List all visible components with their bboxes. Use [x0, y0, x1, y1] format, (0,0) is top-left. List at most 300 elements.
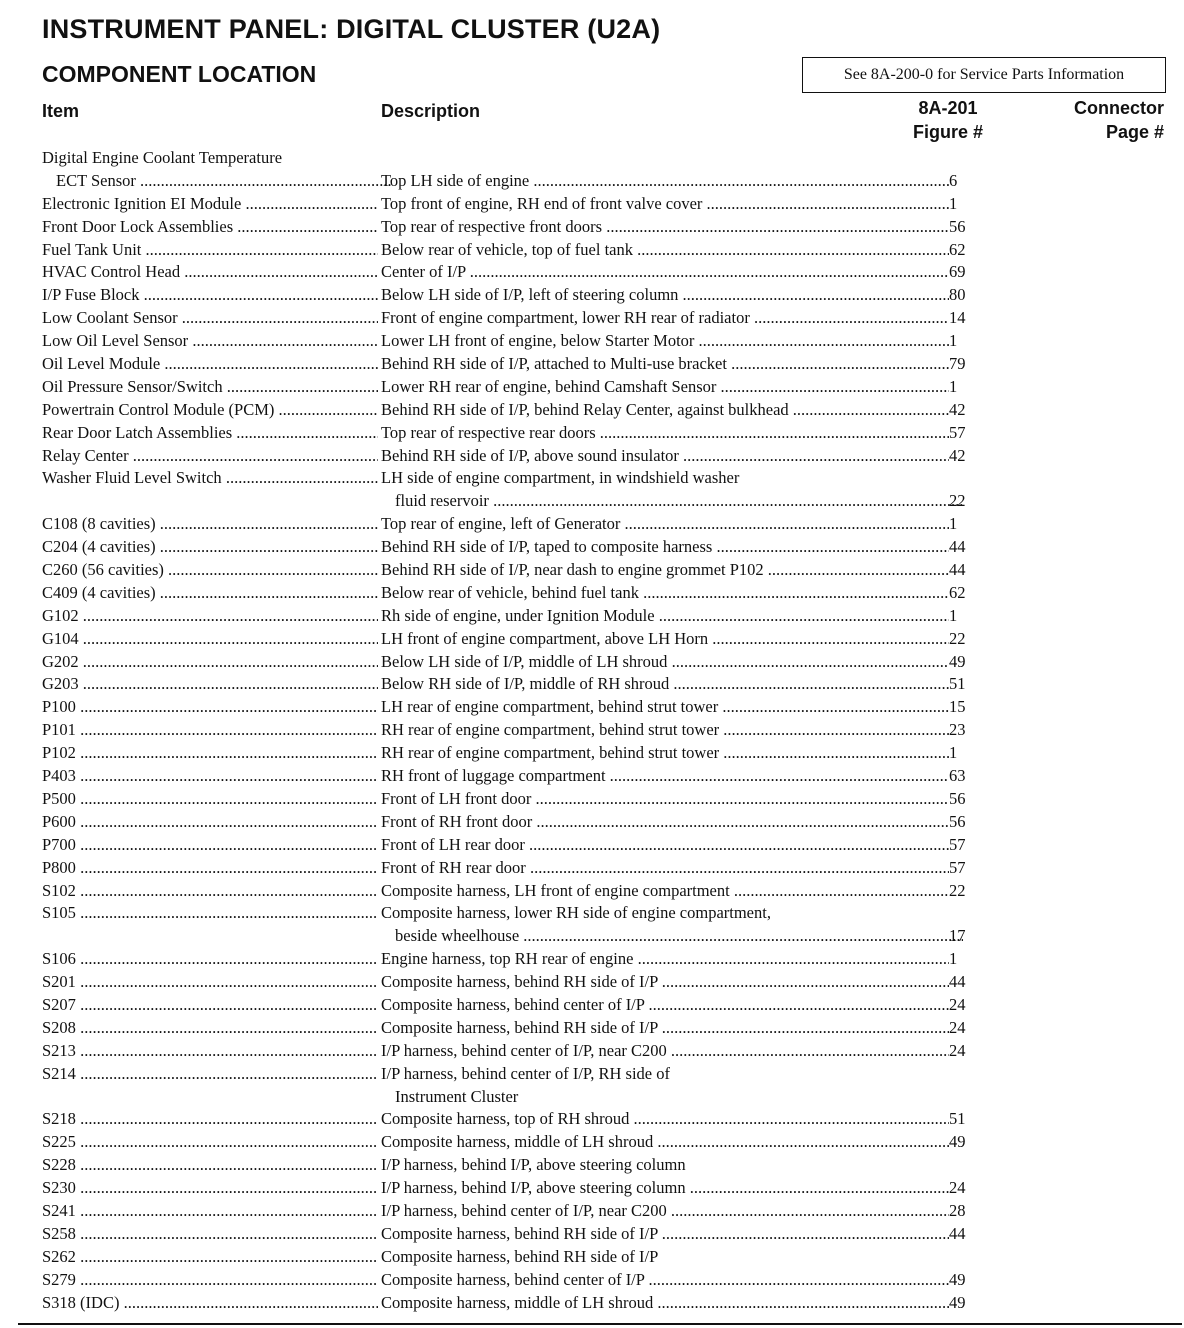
table-row [0, 1292, 1184, 1315]
row-figure-number: 1 [949, 331, 958, 351]
row-item-text: S102 ..... [42, 881, 378, 900]
table-row [0, 1086, 1184, 1109]
row-item-text: P500 ..... [42, 789, 378, 808]
row-description-text: Composite harness, behind center of I/P ..... [381, 1270, 949, 1289]
row-description [381, 925, 963, 948]
row-description [381, 261, 949, 284]
row-item-text: Rear Door Latch Assemblies ..... [42, 423, 378, 442]
row-item-text: S106 ..... [42, 949, 378, 968]
row-figure-number: 24 [949, 994, 966, 1014]
row-description-text: Top LH side of engine ..... [381, 171, 949, 190]
table-row [0, 559, 1184, 582]
row-description [381, 902, 949, 925]
row-description [381, 1200, 949, 1223]
table-row [0, 948, 1184, 971]
row-item-text: P102 ..... [42, 743, 378, 762]
row-figure-number: 28 [949, 1200, 966, 1220]
row-description [381, 834, 949, 857]
row-description-text: Behind RH side of I/P, behind Relay Center, against bulkhead ..... [381, 400, 949, 419]
row-item [42, 353, 378, 376]
row-description [381, 216, 949, 239]
row-figure-number: 57 [949, 422, 966, 442]
row-item-text: S218 ..... [42, 1109, 378, 1128]
table-row [0, 1269, 1184, 1292]
table-row [0, 902, 1184, 925]
table-row [0, 239, 1184, 262]
table-row [0, 490, 1184, 513]
row-item-text: Relay Center ..... [42, 446, 378, 465]
row-item-text: S201 ..... [42, 972, 378, 991]
row-figure-number: 44 [949, 972, 966, 992]
row-description-text: Behind RH side of I/P, taped to composite harness ..... [381, 537, 949, 556]
row-item-text: G104 ..... [42, 629, 378, 648]
row-item [42, 399, 378, 422]
row-description [381, 651, 949, 674]
column-header-connector [1040, 96, 1164, 144]
row-description-text: Instrument Cluster [395, 1086, 519, 1106]
table-row [0, 857, 1184, 880]
row-figure-number: 49 [949, 1269, 966, 1289]
row-description-text: Top rear of respective rear doors ..... [381, 423, 949, 442]
row-item-text: Front Door Lock Assemblies ..... [42, 217, 378, 236]
row-item-text: C204 (4 cavities) ..... [42, 537, 378, 556]
row-item [42, 1017, 378, 1040]
table-row [0, 445, 1184, 468]
row-figure-number: 69 [949, 262, 966, 282]
row-figure-number: 51 [949, 1109, 966, 1129]
row-description-text: I/P harness, behind I/P, above steering column [381, 1155, 686, 1175]
row-description-text: Engine harness, top RH rear of engine ..... [381, 949, 949, 968]
row-item [42, 1131, 378, 1154]
row-description [381, 582, 949, 605]
row-description-text: Front of RH front door ..... [381, 812, 949, 831]
row-item [42, 582, 378, 605]
section-title: COMPONENT LOCATION [42, 61, 317, 87]
row-description [381, 628, 949, 651]
column-header-figure-line2: Figure # [912, 122, 983, 142]
table-row [0, 376, 1184, 399]
page-title: INSTRUMENT PANEL: DIGITAL CLUSTER (U2A) [42, 14, 661, 44]
column-header-figure-line1: 8A-201 [918, 98, 978, 118]
row-description [381, 719, 949, 742]
row-figure-number: 23 [949, 720, 966, 740]
row-item-text: Powertrain Control Module (PCM) ..... [42, 400, 378, 419]
row-description-text: LH side of engine compartment, in windshield washer [381, 468, 740, 488]
row-item [42, 467, 378, 490]
row-item [42, 1063, 378, 1086]
row-figure-number: 6 [949, 170, 958, 190]
row-description [381, 1269, 949, 1292]
table-row [0, 605, 1184, 628]
row-item [42, 513, 378, 536]
row-description [381, 880, 949, 903]
row-description-text: Composite harness, lower RH side of engine compartment, [381, 903, 771, 923]
row-item [42, 628, 378, 651]
row-description-text: Below rear of vehicle, top of fuel tank ..... [381, 240, 949, 259]
table-row [0, 925, 1184, 948]
component-location-table [0, 147, 1184, 1314]
row-description-text: I/P harness, behind I/P, above steering column ..... [381, 1178, 949, 1197]
row-item [42, 216, 378, 239]
row-figure-number: 14 [949, 308, 966, 328]
row-item [42, 696, 378, 719]
column-header-item: Item [42, 101, 80, 121]
table-row [0, 307, 1184, 330]
row-figure-number: 24 [949, 1178, 966, 1198]
row-item [42, 1269, 378, 1292]
row-item-text: S228 ..... [42, 1155, 378, 1174]
table-row [0, 193, 1184, 216]
row-figure-number: 56 [949, 788, 966, 808]
table-row [0, 1246, 1184, 1269]
row-description-text: Below RH side of I/P, middle of RH shroud ..... [381, 674, 949, 693]
table-row [0, 536, 1184, 559]
row-item [42, 1223, 378, 1246]
row-item-text: C409 (4 cavities) ..... [42, 583, 378, 602]
row-item [42, 765, 378, 788]
table-row [0, 513, 1184, 536]
row-description [381, 742, 949, 765]
row-description [381, 1246, 949, 1269]
row-description [381, 811, 949, 834]
service-reference-text: See 8A-200-0 for Service Parts Information [843, 66, 1125, 83]
table-row [0, 467, 1184, 490]
row-item [42, 1246, 378, 1269]
row-item [42, 857, 378, 880]
row-item-text: S214 ..... [42, 1064, 378, 1083]
row-description [381, 948, 949, 971]
row-figure-number: 15 [949, 697, 966, 717]
row-description-text: fluid reservoir ..... [395, 491, 963, 510]
table-row [0, 811, 1184, 834]
row-description [381, 376, 949, 399]
row-description-text: Composite harness, behind RH side of I/P ..... [381, 1224, 949, 1243]
row-item [42, 719, 378, 742]
row-description-text: Composite harness, behind RH side of I/P ..... [381, 1018, 949, 1037]
table-row [0, 765, 1184, 788]
row-item-text: ECT Sensor ..... [56, 171, 392, 190]
bottom-divider [18, 1323, 1182, 1325]
row-item-text: S230 ..... [42, 1178, 378, 1197]
row-description [381, 1177, 949, 1200]
row-description [381, 1040, 949, 1063]
row-item-text: Digital Engine Coolant Temperature [42, 148, 283, 167]
row-item [42, 1040, 378, 1063]
column-header-connector-line1: Connector [1074, 98, 1164, 118]
row-item-text: Oil Pressure Sensor/Switch ..... [42, 377, 378, 396]
row-description [381, 422, 949, 445]
row-item [42, 445, 378, 468]
row-item [42, 284, 378, 307]
table-row [0, 651, 1184, 674]
row-figure-number: 22 [949, 628, 966, 648]
row-description-text: Top front of engine, RH end of front valve cover ..... [381, 194, 949, 213]
row-item [42, 788, 378, 811]
table-row [0, 673, 1184, 696]
row-item [42, 170, 392, 193]
column-header-connector-line2: Page # [1105, 122, 1164, 142]
row-figure-number: 56 [949, 811, 966, 831]
row-item [42, 834, 378, 857]
row-item [42, 193, 378, 216]
row-description [381, 467, 949, 490]
row-item-text: C108 (8 cavities) ..... [42, 514, 378, 533]
row-figure-number: 62 [949, 582, 966, 602]
row-item-text: S262 ..... [42, 1247, 378, 1266]
row-description [381, 170, 949, 193]
row-description [381, 1131, 949, 1154]
row-description-text: Composite harness, behind RH side of I/P [381, 1246, 659, 1266]
row-description [381, 513, 949, 536]
row-description-text: LH front of engine compartment, above LH Horn ..... [381, 629, 949, 648]
table-row [0, 422, 1184, 445]
row-item-text: P100 ..... [42, 697, 378, 716]
row-figure-number: 80 [949, 285, 966, 305]
row-description [381, 1292, 949, 1315]
row-description [381, 1017, 949, 1040]
table-row [0, 834, 1184, 857]
row-description [381, 284, 949, 307]
row-item-text: P700 ..... [42, 835, 378, 854]
row-item [42, 330, 378, 353]
row-item [42, 376, 378, 399]
row-description-text: Below LH side of I/P, middle of LH shroud ..... [381, 652, 949, 671]
row-description-text: RH rear of engine compartment, behind strut tower ..... [381, 720, 949, 739]
row-item [42, 811, 378, 834]
table-row [0, 1200, 1184, 1223]
row-item-text: S241 ..... [42, 1201, 378, 1220]
table-row [0, 1154, 1184, 1177]
row-description-text: Center of I/P ..... [381, 262, 949, 281]
row-description-text: RH front of luggage compartment ..... [381, 766, 949, 785]
row-item-text: G202 ..... [42, 652, 378, 671]
row-description [381, 788, 949, 811]
row-description-text: I/P harness, behind center of I/P, near C200 ..... [381, 1201, 949, 1220]
row-description-text: Behind RH side of I/P, above sound insulator ..... [381, 446, 949, 465]
row-item [42, 239, 378, 262]
row-description-text: Composite harness, middle of LH shroud ..... [381, 1132, 949, 1151]
row-figure-number: 22 [949, 491, 966, 511]
row-description [381, 239, 949, 262]
row-item-text: I/P Fuse Block ..... [42, 285, 378, 304]
row-description [381, 1108, 949, 1131]
row-description [381, 673, 949, 696]
row-item [42, 742, 378, 765]
table-row [0, 170, 1184, 193]
row-description [381, 490, 963, 513]
row-item [42, 536, 378, 559]
row-item-text: P403 ..... [42, 766, 378, 785]
row-item-text: Washer Fluid Level Switch ..... [42, 468, 378, 487]
row-description [381, 559, 949, 582]
row-description-text: Composite harness, LH front of engine compartment ..... [381, 881, 949, 900]
row-item [42, 673, 378, 696]
row-figure-number: 17 [949, 926, 966, 946]
row-item-text: P600 ..... [42, 812, 378, 831]
row-item [42, 1154, 378, 1177]
table-row [0, 353, 1184, 376]
table-row [0, 284, 1184, 307]
row-item [42, 422, 378, 445]
row-figure-number: 1 [949, 193, 958, 213]
row-description [381, 857, 949, 880]
row-item [42, 880, 378, 903]
row-description-text: Behind RH side of I/P, attached to Multi-use bracket ..... [381, 354, 949, 373]
row-item-text: S213 ..... [42, 1041, 378, 1060]
table-row [0, 1108, 1184, 1131]
row-figure-number: 57 [949, 857, 966, 877]
row-item-text: Oil Level Module ..... [42, 354, 378, 373]
table-row [0, 1063, 1184, 1086]
row-figure-number: 44 [949, 537, 966, 557]
row-item [42, 1177, 378, 1200]
row-item-text: S208 ..... [42, 1018, 378, 1037]
row-item [42, 1200, 378, 1223]
row-item [42, 651, 378, 674]
row-description-text: Top rear of engine, left of Generator ..... [381, 514, 949, 533]
row-item [42, 1108, 378, 1131]
row-item-text: Fuel Tank Unit ..... [42, 240, 378, 259]
row-description [381, 696, 949, 719]
row-figure-number: 42 [949, 399, 966, 419]
table-row [0, 628, 1184, 651]
table-row [0, 1223, 1184, 1246]
table-row [0, 261, 1184, 284]
table-row [0, 399, 1184, 422]
row-figure-number: 24 [949, 1017, 966, 1037]
row-description [381, 1086, 963, 1109]
row-item-text: S105 ..... [42, 903, 378, 922]
row-item-text: Electronic Ignition EI Module ..... [42, 194, 378, 213]
table-row [0, 994, 1184, 1017]
row-figure-number: 24 [949, 1040, 966, 1060]
row-figure-number: 56 [949, 216, 966, 236]
column-header-figure [900, 96, 996, 144]
row-figure-number: 1 [949, 376, 958, 396]
row-description-text: Composite harness, top of RH shroud ..... [381, 1109, 949, 1128]
row-item [42, 307, 378, 330]
table-row [0, 788, 1184, 811]
row-item [42, 261, 378, 284]
row-item [42, 605, 378, 628]
service-reference-box [802, 57, 1166, 93]
row-description [381, 1223, 949, 1246]
table-row [0, 696, 1184, 719]
row-description [381, 536, 949, 559]
row-item [42, 971, 378, 994]
row-figure-number: 57 [949, 834, 966, 854]
row-description [381, 1154, 949, 1177]
row-description-text: Lower LH front of engine, below Starter Motor ..... [381, 331, 949, 350]
row-description-text: Lower RH rear of engine, behind Camshaft Sensor ..... [381, 377, 949, 396]
row-item [42, 1292, 378, 1315]
row-item [42, 994, 378, 1017]
row-figure-number: 44 [949, 560, 966, 580]
row-description [381, 765, 949, 788]
row-figure-number: 79 [949, 354, 966, 374]
row-description [381, 307, 949, 330]
row-description-text: Composite harness, middle of LH shroud ..... [381, 1293, 949, 1312]
row-figure-number: 63 [949, 766, 966, 786]
row-figure-number: 1 [949, 514, 958, 534]
row-description [381, 445, 949, 468]
row-figure-number: 1 [949, 743, 958, 763]
row-description-text: I/P harness, behind center of I/P, RH side of [381, 1063, 670, 1083]
row-description-text: I/P harness, behind center of I/P, near C200 ..... [381, 1041, 949, 1060]
table-row [0, 1040, 1184, 1063]
row-item [42, 559, 378, 582]
row-description [381, 193, 949, 216]
table-row [0, 880, 1184, 903]
row-figure-number: 44 [949, 1223, 966, 1243]
table-row [0, 971, 1184, 994]
row-figure-number: 49 [949, 1292, 966, 1312]
row-item-text: S318 (IDC) ..... [42, 1293, 378, 1312]
row-description-text: Rh side of engine, under Ignition Module ..... [381, 606, 949, 625]
row-item-text: S225 ..... [42, 1132, 378, 1151]
row-description-text: RH rear of engine compartment, behind strut tower ..... [381, 743, 949, 762]
table-row [0, 719, 1184, 742]
row-figure-number: 22 [949, 880, 966, 900]
row-item-text: Low Oil Level Sensor ..... [42, 331, 378, 350]
row-description-text: Top rear of respective front doors ..... [381, 217, 949, 236]
row-item-text: C260 (56 cavities) ..... [42, 560, 378, 579]
row-description [381, 330, 949, 353]
row-description-text: Composite harness, behind RH side of I/P ..... [381, 972, 949, 991]
row-item-text: S258 ..... [42, 1224, 378, 1243]
row-description [381, 971, 949, 994]
row-description-text: LH rear of engine compartment, behind strut tower ..... [381, 697, 949, 716]
row-description-text: Front of RH rear door ..... [381, 858, 949, 877]
row-description-text: beside wheelhouse ..... [395, 926, 963, 945]
row-item-text: P800 ..... [42, 858, 378, 877]
table-row [0, 216, 1184, 239]
row-item-text: G203 ..... [42, 674, 378, 693]
row-description-text: Front of LH rear door ..... [381, 835, 949, 854]
row-figure-number: 1 [949, 949, 958, 969]
row-description-text: Behind RH side of I/P, near dash to engine grommet P102 ..... [381, 560, 949, 579]
row-item-text: P101 ..... [42, 720, 378, 739]
row-item [42, 147, 378, 170]
row-description-text: Below LH side of I/P, left of steering column ..... [381, 285, 949, 304]
row-item [42, 948, 378, 971]
table-row [0, 1177, 1184, 1200]
table-row [0, 1131, 1184, 1154]
row-description-text: Front of engine compartment, lower RH rear of radiator ..... [381, 308, 949, 327]
table-row [0, 1017, 1184, 1040]
row-figure-number: 1 [949, 605, 958, 625]
row-item-text: G102 ..... [42, 606, 378, 625]
table-row [0, 582, 1184, 605]
row-figure-number: 62 [949, 239, 966, 259]
row-description [381, 1063, 949, 1086]
row-description-text: Composite harness, behind center of I/P ..... [381, 995, 949, 1014]
table-row [0, 147, 1184, 170]
table-row [0, 742, 1184, 765]
row-description [381, 353, 949, 376]
row-item-text: S279 ..... [42, 1270, 378, 1289]
row-figure-number: 49 [949, 651, 966, 671]
row-description [381, 994, 949, 1017]
row-figure-number: 49 [949, 1132, 966, 1152]
row-description-text: Front of LH front door ..... [381, 789, 949, 808]
table-row [0, 330, 1184, 353]
row-item [42, 902, 378, 925]
row-item-text: Low Coolant Sensor ..... [42, 308, 378, 327]
row-description [381, 605, 949, 628]
row-item-text: S207 ..... [42, 995, 378, 1014]
row-item-text: HVAC Control Head ..... [42, 262, 378, 281]
